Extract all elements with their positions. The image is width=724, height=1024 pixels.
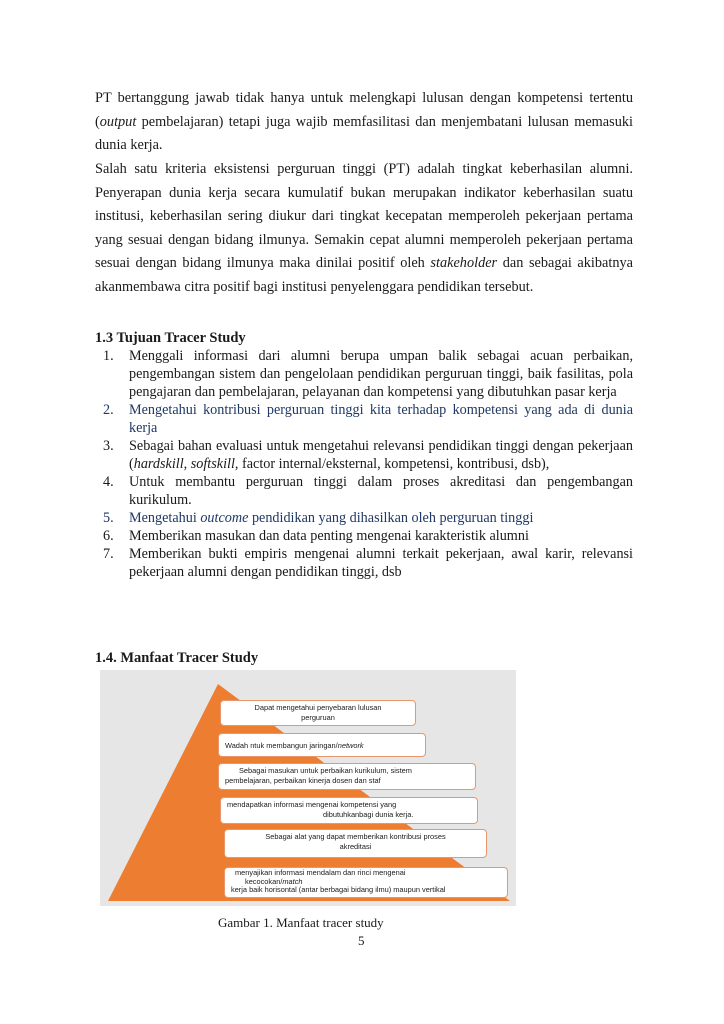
intro-paragraph-2	[95, 158, 633, 299]
list-item	[95, 347, 633, 401]
intro-p2-italic: stakeholder	[430, 255, 498, 271]
list-item	[95, 509, 633, 527]
pyramid-box-6-text: kecocokan/	[245, 876, 283, 886]
list-item-number: 1.	[103, 348, 114, 364]
list-item-text: , factor internal/eksternal, kompetensi, kontribusi, dsb),	[234, 456, 550, 472]
list-item-number: 3.	[103, 438, 114, 454]
intro-paragraph-1	[95, 87, 633, 158]
list-item-italic: hardskill	[133, 456, 184, 472]
list-item-text: Memberikan masukan dan data penting mengenai karakteristik alumni	[129, 528, 529, 544]
pyramid-box-4-line1: mendapatkan informasi mengenai kompetensi yang	[227, 800, 397, 809]
section-1-3-heading: 1.3 Tujuan Tracer Study	[95, 330, 246, 346]
intro-p1-italic: output	[99, 113, 137, 130]
manfaat-pyramid-figure	[100, 670, 516, 906]
figure-caption: Gambar 1. Manfaat tracer study	[218, 915, 384, 930]
list-item-number: 5.	[103, 510, 114, 526]
list-item-italic: outcome	[200, 510, 249, 526]
list-item-text: pendidikan yang dihasilkan oleh perguruan tinggi	[248, 510, 534, 526]
list-item	[95, 437, 633, 473]
pyramid-box-1-line1: Dapat mengetahui penyebaran lulusan	[254, 703, 382, 712]
pyramid-box-6-italic: match	[282, 876, 303, 886]
list-item-text: Memberikan bukti empiris mengenai alumni terkait pekerjaan, awal karir, relevansi pekerjaan alumni dengan pendidikan tinggi, dsb	[129, 546, 633, 580]
pyramid-box-3-line2: pembelajaran, perbaikan kinerja dosen dan staf	[225, 775, 381, 785]
list-item-text: ,	[183, 456, 191, 472]
list-item-text: Mengetahui kontribusi perguruan tinggi kita terhadap kompetensi yang ada di dunia kerja	[129, 402, 633, 436]
page-number: 5	[358, 933, 365, 948]
pyramid-box-1-line2: perguruan	[301, 712, 335, 722]
pyramid-box-4	[220, 797, 478, 824]
list-item-italic: softskill	[190, 456, 235, 472]
list-item	[95, 473, 633, 509]
pyramid-box-2	[218, 733, 426, 757]
pyramid-box-4-line2: dibutuhkanbagi dunia kerja.	[323, 809, 414, 819]
pyramid-box-5	[224, 829, 487, 858]
pyramid-box-5-line2: akreditasi	[339, 841, 372, 851]
list-item	[95, 401, 633, 437]
section-1-4-heading: 1.4. Manfaat Tracer Study	[95, 650, 259, 666]
intro-p1-text: PT bertanggung jawab tidak hanya untuk melengkapi lulusan dengan kompetensi tertentu (	[95, 90, 633, 130]
list-item-text: Untuk membantu perguruan tinggi dalam proses akreditasi dan pengembangan kurikulum.	[129, 474, 633, 508]
pyramid-box-3	[218, 763, 476, 790]
pyramid-box-3-line1: Sebagai masukan untuk perbaikan kurikulum, sistem	[239, 766, 412, 775]
pyramid-box-2-text: Wadah ntuk membangun jaringan/	[225, 741, 338, 750]
pyramid-box-6	[224, 867, 508, 898]
list-item	[95, 545, 633, 581]
pyramid-box-5-line1: Sebagai alat yang dapat memberikan kontribusi proses	[265, 832, 446, 841]
pyramid-box-1	[220, 700, 416, 726]
list-item-text: Mengetahui	[129, 510, 201, 526]
list-item-number: 7.	[103, 546, 114, 562]
intro-p2-text: Salah satu kriteria eksistensi perguruan tinggi (PT) adalah tingkat keberhasilan alumni. Penyerapan dunia kerja secara kumulatif bukan merupakan indikator keberhasilan suatu institusi, keberhasilan sering diukur dari tingkat kecepatan memperoleh pekerjaan pertama yang sesuai dengan bidang ilmunya. Semakin cepat alumni memperoleh pekerjaan pertama sesuai dengan bidang ilmunya maka dinilai positif oleh	[95, 161, 633, 271]
list-item-number: 6.	[103, 528, 114, 544]
pyramid-box-6-line3: kerja baik horisontal (antar berbagai bidang ilmu) maupun vertikal	[231, 885, 446, 895]
list-item-number: 4.	[103, 474, 114, 490]
pyramid-box-2-italic: network	[337, 741, 364, 750]
list-item-number: 2.	[103, 402, 114, 418]
tujuan-list	[95, 347, 633, 581]
intro-p1-text2: pembelajaran) tetapi juga wajib memfasilitasi dan menjembatani lulusan memasuki dunia kerja.	[95, 113, 633, 153]
list-item-text: Menggali informasi dari alumni berupa umpan balik sebagai acuan perbaikan, pengembangan sistem dan pengelolaan pendidikan perguruan tinggi, baik fasilitas, pola pengajaran dan pembelajaran, pelayanan dan kompetensi yang dibutuhkan pasar kerja	[129, 348, 633, 400]
list-item-text: Sebagai bahan evaluasi untuk mengetahui relevansi pendidikan tinggi dengan pekerjaan (	[129, 438, 633, 472]
list-item	[95, 527, 633, 545]
intro-p2-text2: dan sebagai akibatnya akanmembawa citra positif bagi institusi penyelenggara pendidikan tersebut.	[95, 255, 634, 295]
pyramid-box-6-line1: menyajikan informasi mendalam dan rinci mengenai	[235, 868, 406, 877]
